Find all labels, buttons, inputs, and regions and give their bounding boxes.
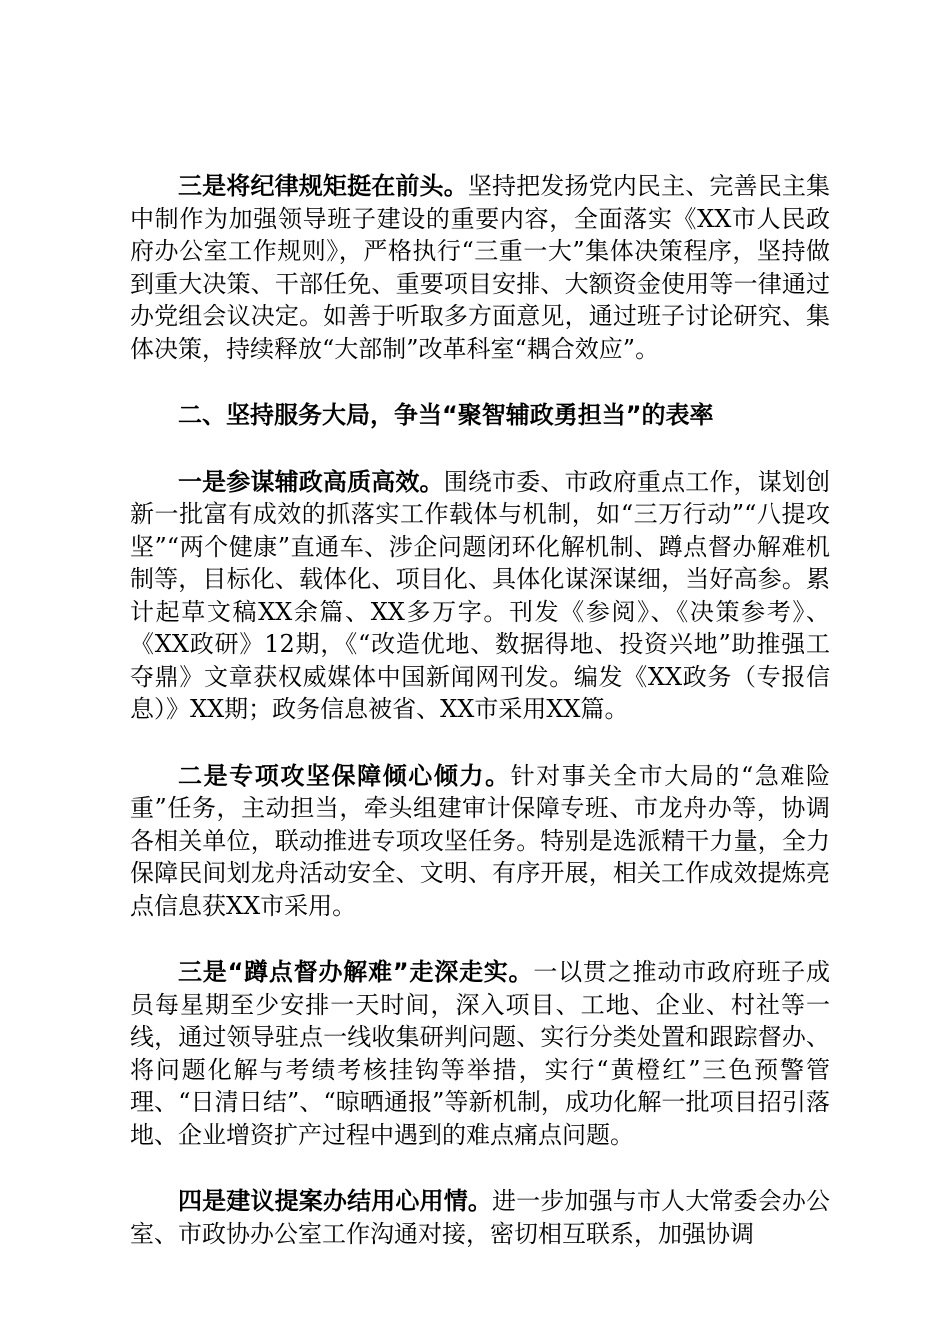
paragraph-lead: 一是参谋辅政高质高效。 [178,467,444,496]
document-page [130,170,830,1284]
paragraph-lead: 四是建议提案办结用心用情。 [178,1187,492,1215]
paragraph-body: 坚持把发扬党内民主、完善民主集中制作为加强领导班子建设的重要内容，全面落实《XX市人民政府办公室工作规则》，严格执行“三重一大”集体决策程序，坚持做到重大决策、干部任免、重要项目安排、大额资金使用等一律通过办党组会议决定。如善于听取多方面意见，通过班子讨论研究、集体决策，持续释放“大部制”改革科室“耦合效应”。 [130,172,831,363]
paragraph-supervision [130,956,830,1151]
paragraph-body: 一以贯之推动市政府班子成员每星期至少安排一天时间，深入项目、工地、企业、村社等一线，通过领导驻点一线收集研判问题、实行分类处置和跟踪督办、将问题化解与考绩考核挂钩等举措，实行“黄橙红”三色预警管理、“日清日结”、“晾晒通报”等新机制，成功化解一批项目招引落地、企业增资扩产过程中遇到的难点痛点问题。 [130,958,831,1149]
paragraph-lead: 三是将纪律规矩挺在前头。 [178,172,468,200]
paragraph-discipline [130,170,830,365]
paragraph-proposals [130,1185,830,1250]
paragraph-body: 进一步加强与市人大常委会办公室、市政协办公室工作沟通对接，密切相互联系，加强协调 [130,1187,830,1248]
section-heading: 二、坚持服务大局，争当“聚智辅政勇担当”的表率 [178,401,714,429]
paragraph-special-tasks [130,760,830,923]
paragraph-body: 围绕市委、市政府重点工作，谋划创新一批富有成效的抓落实工作载体与机制，如“三万行动”“八提攻坚”“两个健康”直通车、涉企问题闭环化解机制、蹲点督办解难机制等，目标化、载体化、项目化、具体化谋深谋细，当好高参。累计起草文稿XX余篇、XX多万字。刊发《参阅》、《决策参考》、《XX政研》12期，《“改造优地、数据得地、投资兴地”助推强工夺鼎》文章获权威媒体中国新闻网刊发。编发《XX政务（专报信息）》XX期；政务信息被省、XX市采用XX篇。 [130,467,831,723]
paragraph-lead: 三是“蹲点督办解难”走深走实。 [178,958,534,986]
paragraph-body: 针对事关全市大局的“急难险重”任务，主动担当，牵头组建审计保障专班、市龙舟办等，协调各相关单位，联动推进专项攻坚任务。特别是选派精干力量，全力保障民间划龙舟活动安全、文明、有序开展，相关工作成效提炼亮点信息获XX市采用。 [130,761,830,920]
paragraph-advisory [130,466,830,726]
paragraph-lead: 二是专项攻坚保障倾心倾力。 [178,761,511,790]
